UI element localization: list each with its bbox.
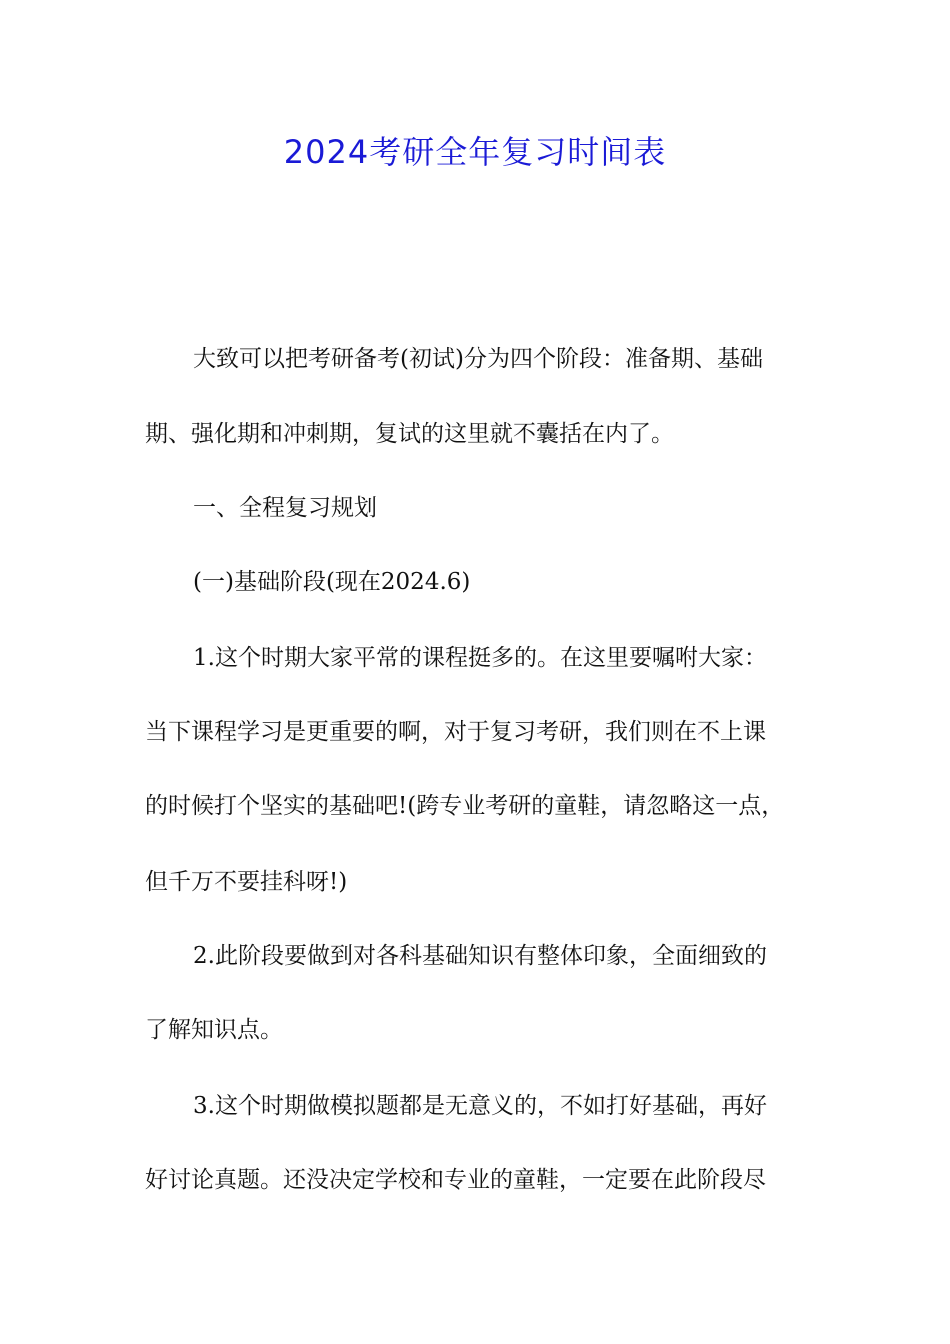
item-3-line-2: 好讨论真题。还没决定学校和专业的童鞋，一定要在此阶段尽 (145, 1167, 766, 1193)
item-1-line-3: 的时候打个坚实的基础吧!(跨专业考研的童鞋，请忽略这一点， (145, 793, 785, 819)
item-1-line-1: 1.这个时期大家平常的课程挺多的。在这里要嘱咐大家： (193, 645, 767, 671)
document-title: 2024考研全年复习时间表 (283, 133, 667, 171)
paragraph-intro-line-2: 期、强化期和冲刺期，复试的这里就不囊括在内了。 (145, 421, 674, 447)
item-1-line-4: 但千万不要挂科呀!) (145, 869, 348, 895)
subsection-heading: (一)基础阶段(现在2024.6) (193, 569, 471, 595)
item-3-line-1: 3.这个时期做模拟题都是无意义的，不如打好基础，再好 (193, 1093, 767, 1119)
item-2-line-1: 2.此阶段要做到对各科基础知识有整体印象，全面细致的 (193, 943, 767, 969)
item-1-line-2: 当下课程学习是更重要的啊，对于复习考研，我们则在不上课 (145, 719, 766, 745)
paragraph-intro-line-1: 大致可以把考研备考(初试)分为四个阶段：准备期、基础 (193, 346, 763, 372)
section-heading: 一、全程复习规划 (193, 495, 377, 521)
item-2-line-2: 了解知识点。 (145, 1017, 283, 1043)
